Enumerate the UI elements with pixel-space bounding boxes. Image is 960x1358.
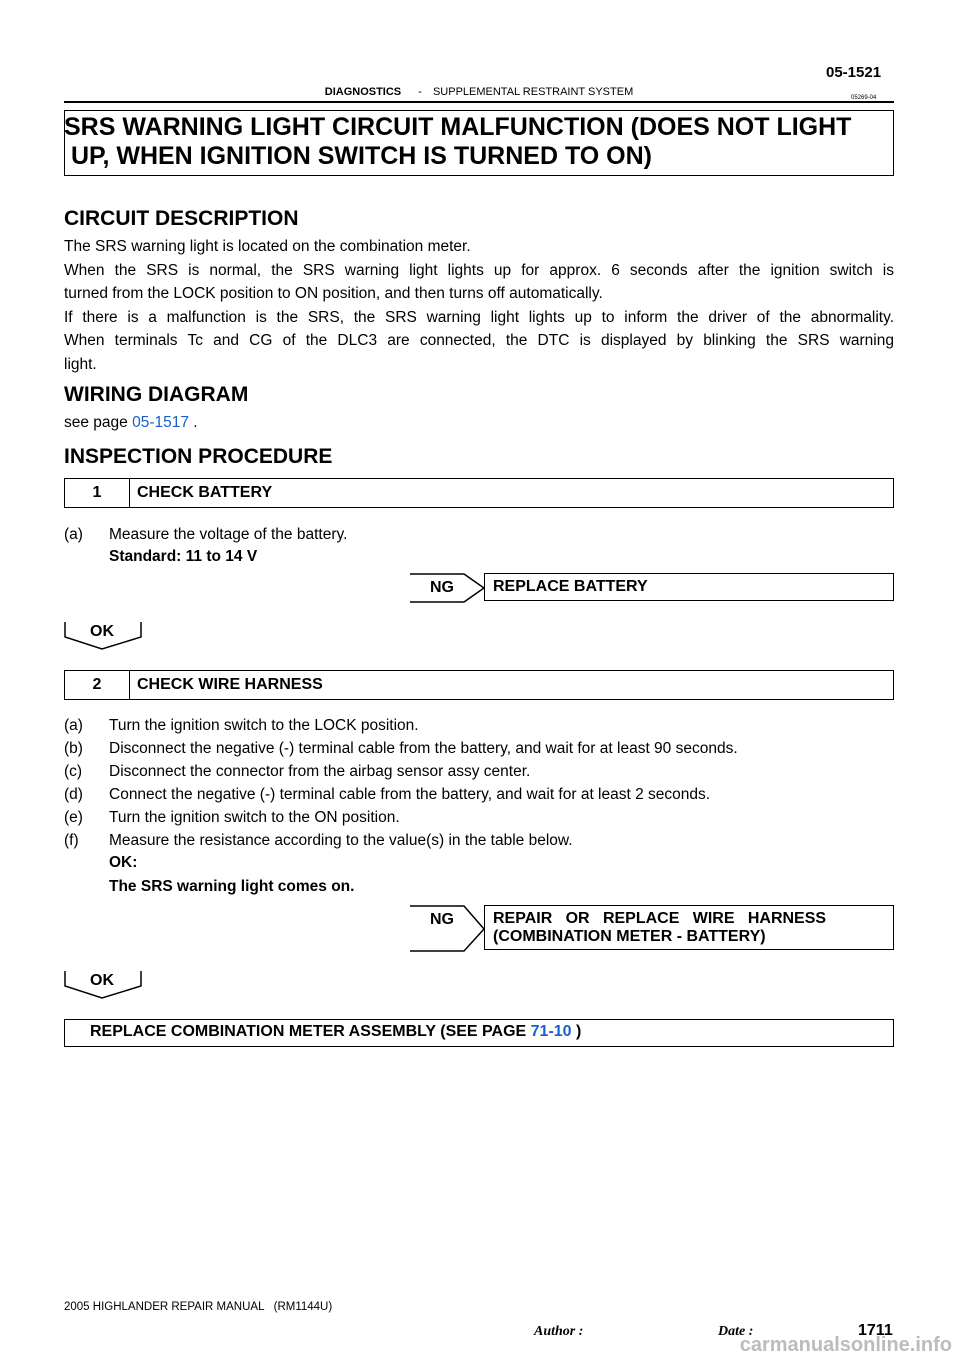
step-1-ok-branch (64, 621, 142, 647)
step-number: 2 (65, 671, 130, 699)
final-action-text: REPLACE COMBINATION METER ASSEMBLY (SEE PAGE (90, 1023, 531, 1040)
page-title (64, 113, 894, 171)
page-number: 05-1521 (826, 64, 882, 81)
wiring-diagram-heading: WIRING DIAGRAM (64, 383, 249, 406)
ng-action-text: REPLACE BATTERY (493, 578, 648, 595)
item-label: (c) (64, 763, 83, 780)
ok-criteria: The SRS warning light comes on. (109, 878, 355, 895)
desc-line: light. (64, 355, 97, 373)
step-1-box (64, 478, 894, 508)
ok-label: OK (90, 623, 114, 640)
page-link-05-1517[interactable]: 05-1517 (132, 414, 189, 431)
desc-line: If there is a malfunction is the SRS, the SRS warning light lights up to inform the driver of the abnormality. (64, 308, 894, 326)
item-text: Measure the voltage of the battery. (109, 526, 348, 543)
desc-line: turned from the LOCK position to ON position, and then turns off automatically. (64, 285, 603, 302)
final-action-text: ) (571, 1023, 582, 1040)
circuit-description-heading: CIRCUIT DESCRIPTION (64, 207, 299, 230)
running-header (64, 86, 894, 98)
ng-action-box (484, 573, 894, 601)
standard-value: Standard: 11 to 14 V (109, 548, 258, 565)
item-text: Measure the resistance according to the value(s) in the table below. (109, 832, 573, 849)
ng-action-line: (COMBINATION METER - BATTERY) (493, 928, 766, 945)
ref-text: . (188, 414, 198, 431)
ref-text: see page (64, 414, 133, 431)
title-line-1: SRS WARNING LIGHT CIRCUIT MALFUNCTION (DOES NOT LIGHT (64, 113, 852, 141)
header-separator: - (418, 86, 422, 98)
step-2-ok-branch (64, 970, 142, 996)
final-action (90, 1023, 581, 1041)
ng-action-box (484, 905, 894, 950)
item-text: Disconnect the negative (-) terminal cable from the battery, and wait for at least 90 seconds. (109, 740, 738, 757)
item-label: (f) (64, 832, 79, 849)
step-number: 1 (65, 479, 130, 507)
desc-line: The SRS warning light is located on the combination meter. (64, 238, 471, 255)
item-label: (a) (64, 717, 83, 734)
inspection-procedure-heading: INSPECTION PROCEDURE (64, 445, 333, 468)
ng-action-line: REPAIR OR REPLACE WIRE HARNESS (493, 910, 827, 927)
desc-line: When the SRS is normal, the SRS warning light lights up for approx. 6 seconds after the ignition switch is (64, 261, 894, 279)
item-label: (a) (64, 526, 83, 543)
item-text: Turn the ignition switch to the ON position. (109, 809, 400, 826)
item-text: Disconnect the connector from the airbag sensor assy center. (109, 763, 531, 780)
header-section: DIAGNOSTICS (324, 86, 402, 98)
ok-label: OK (90, 972, 114, 989)
author-label: Author : (534, 1324, 584, 1339)
header-rule (64, 101, 894, 103)
watermark: carmanualsonline.info (739, 1334, 952, 1356)
date-label: Date : (718, 1324, 754, 1339)
desc-line: When terminals Tc and CG of the DLC3 are connected, the DTC is displayed by blinking the SRS warning (64, 332, 894, 349)
circuit-description-body (64, 235, 894, 376)
item-label: (d) (64, 786, 83, 803)
ok-criteria-heading: OK: (109, 854, 138, 871)
title-line-2: UP, WHEN IGNITION SWITCH IS TURNED TO ON) (64, 142, 652, 170)
step-title: CHECK WIRE HARNESS (137, 676, 323, 693)
item-label: (b) (64, 740, 83, 757)
header-subsection: SUPPLEMENTAL RESTRAINT SYSTEM (432, 86, 634, 98)
step-2-box (64, 670, 894, 700)
item-text: Connect the negative (-) terminal cable from the battery, and wait for at least 2 seconds. (109, 786, 711, 803)
page-link-71-10[interactable]: 71-10 (530, 1023, 572, 1040)
ng-label: NG (430, 911, 454, 928)
footer-page-number: 1711 (858, 1322, 893, 1339)
wiring-diagram-ref (64, 411, 894, 435)
ng-label: NG (430, 579, 454, 596)
item-text: Turn the ignition switch to the LOCK position. (109, 717, 419, 734)
manual-footer: 2005 HIGHLANDER REPAIR MANUAL (RM1144U) (64, 1301, 333, 1313)
item-label: (e) (64, 809, 83, 826)
document-id: 05269-04 (851, 95, 877, 101)
step-title: CHECK BATTERY (137, 484, 273, 501)
